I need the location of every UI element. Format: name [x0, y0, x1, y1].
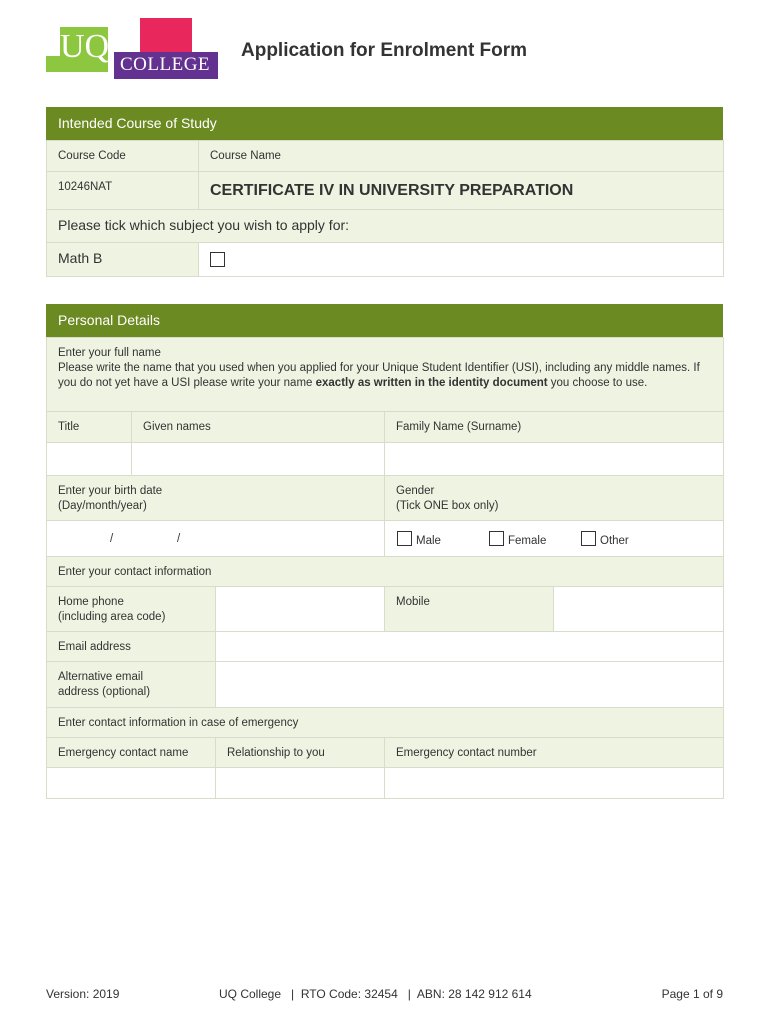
email-input[interactable] [216, 632, 724, 661]
subject-checkbox-cell [199, 243, 724, 276]
course-code-label: Course Code [47, 141, 199, 171]
contact-info-intro: Enter your contact information [47, 557, 724, 586]
gender-label: Gender (Tick ONE box only) [385, 476, 724, 520]
emergency-relationship-label: Relationship to you [216, 738, 385, 767]
full-name-instructions [47, 338, 724, 411]
section-header-course: Intended Course of Study [46, 107, 723, 140]
full-name-guidance-bold: exactly as written in the identity document [315, 377, 548, 389]
given-names-label: Given names [132, 412, 385, 442]
alt-email-label: Alternative email address (optional) [47, 662, 216, 707]
emergency-name-label: Emergency contact name [47, 738, 216, 767]
birth-date-label: Enter your birth date (Day/month/year) [47, 476, 385, 520]
title-label: Title [47, 412, 132, 442]
logo-college-text: COLLEGE [120, 54, 211, 75]
email-label: Email address [47, 632, 216, 661]
emergency-info-intro: Enter contact information in case of emergency [47, 708, 724, 737]
footer-org-info: UQ College | RTO Code: 32454 | ABN: 28 142 912 614 [219, 987, 532, 1001]
footer-page-number: Page 1 of 9 [661, 987, 723, 1001]
full-name-intro: Enter your full name [58, 347, 161, 359]
other-checkbox[interactable] [581, 531, 596, 546]
mobile-input[interactable] [554, 587, 724, 631]
course-name-value: CERTIFICATE IV IN UNIVERSITY PREPARATION [199, 172, 724, 209]
emergency-number-label: Emergency contact number [385, 738, 724, 767]
form-title: Application for Enrolment Form [241, 40, 528, 61]
male-checkbox[interactable] [397, 531, 412, 546]
course-table [46, 140, 724, 277]
logo-pink-block [140, 18, 192, 52]
home-phone-label: Home phone (including area code) [47, 587, 216, 631]
family-name-input[interactable] [385, 443, 724, 475]
alt-email-input[interactable] [216, 662, 724, 707]
given-names-input[interactable] [132, 443, 385, 475]
footer-version: Version: 2019 [46, 987, 120, 1001]
gender-option-male[interactable]: Male [397, 531, 441, 549]
home-phone-input[interactable] [216, 587, 385, 631]
course-code-value: 10246NAT [47, 172, 199, 209]
date-separator: / [177, 533, 181, 545]
female-checkbox[interactable] [489, 531, 504, 546]
emergency-number-input[interactable] [385, 768, 724, 798]
full-name-guidance: Please write the name that you used when you applied for your Unique Student Identifier (USI), including any middle names. If you do not yet have a USI please write your name exactly as written in the identity document you choose to use. [58, 362, 700, 389]
gender-option-female[interactable]: Female [489, 531, 546, 549]
subject-tick-prompt: Please tick which subject you wish to apply for: [47, 210, 724, 242]
logo-white-notch [46, 27, 60, 56]
family-name-label: Family Name (Surname) [385, 412, 724, 442]
logo-uq-text: UQ [60, 28, 110, 65]
course-name-label: Course Name [199, 141, 724, 171]
mobile-label: Mobile [385, 587, 554, 631]
subject-math-b-label: Math B [47, 243, 199, 276]
emergency-relationship-input[interactable] [216, 768, 385, 798]
date-separator: / [110, 533, 114, 545]
emergency-name-input[interactable] [47, 768, 216, 798]
birth-date-input[interactable] [47, 521, 385, 556]
math-b-checkbox[interactable] [210, 252, 225, 267]
section-header-personal: Personal Details [46, 304, 723, 337]
title-input[interactable] [47, 443, 132, 475]
gender-option-other[interactable]: Other [581, 531, 629, 549]
personal-details-table [46, 337, 724, 799]
gender-options [385, 521, 724, 556]
uq-college-logo [46, 18, 220, 80]
